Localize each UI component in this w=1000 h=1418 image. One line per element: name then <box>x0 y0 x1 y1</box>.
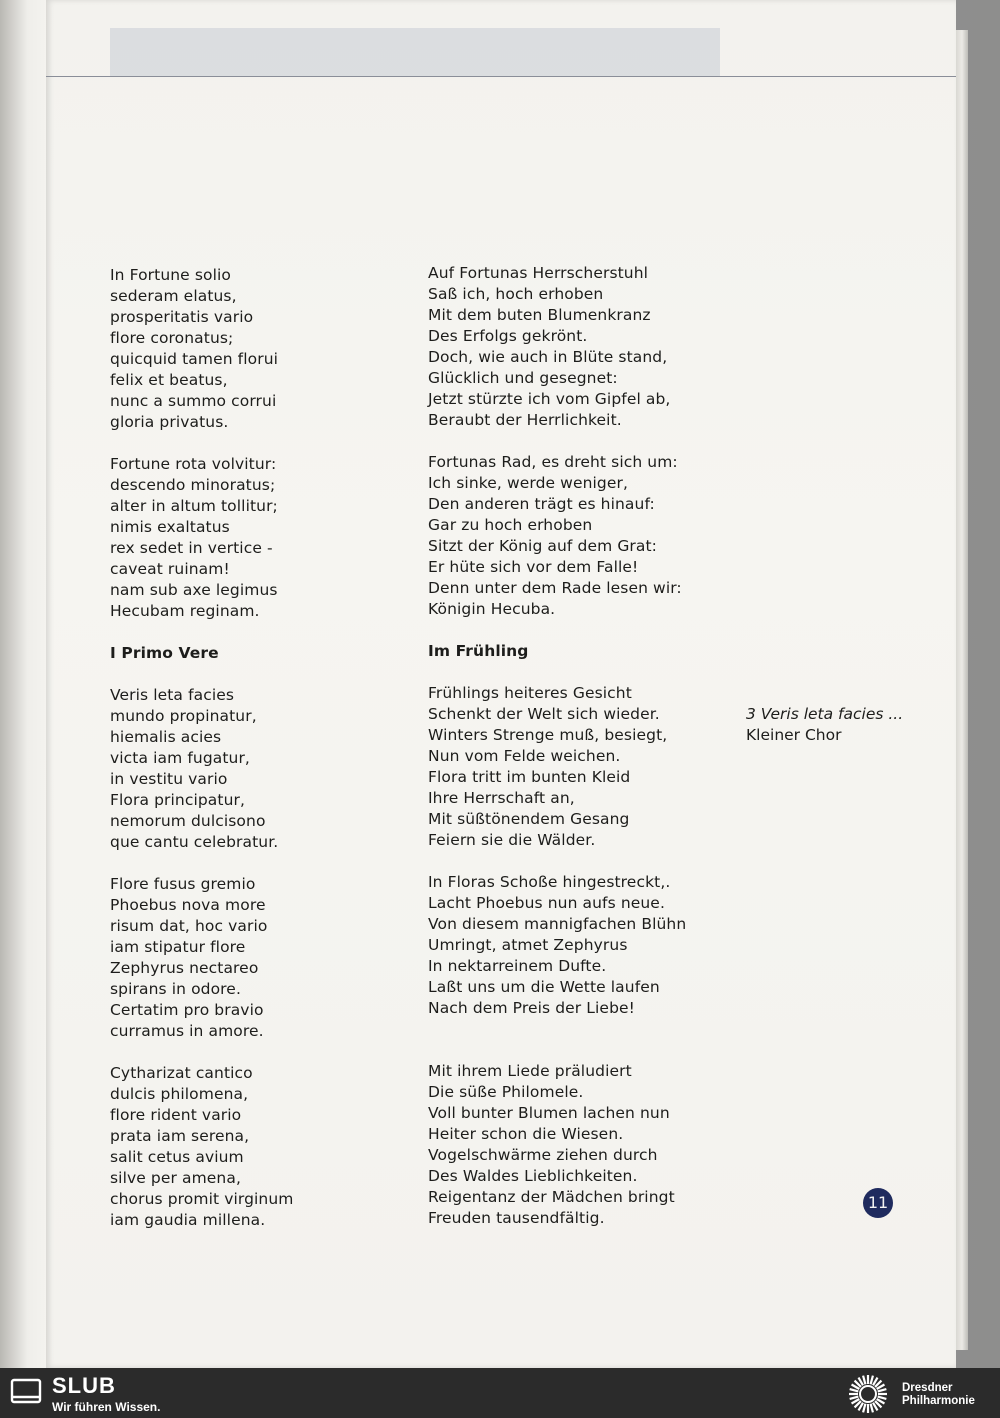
previous-page-edge <box>0 0 46 1368</box>
side-note-title: 3 Veris leta facies ... <box>746 705 904 723</box>
dresdner-philharmonie-label <box>902 1382 975 1408</box>
side-note <box>746 704 946 746</box>
section-heading: Im Frühling <box>428 642 529 660</box>
header-rule <box>46 76 956 77</box>
side-note-performer: Kleiner Chor <box>746 726 842 744</box>
stanza: Frühlings heiteres Gesicht Schenkt der Welt sich wieder. Winters Strenge muß, besiegt, Nun vom Felde weichen. Flora tritt im bunten Kleid Ihre Herrschaft an, Mit süßtönendem Gesang Feiern sie die Wälder. <box>428 684 668 849</box>
stanza: Mit ihrem Liede präludiert Die süße Philomele. Voll bunter Blumen lachen nun Heiter schon die Wiesen. Vogelschwärme ziehen durch Des Waldes Lieblichkeiten. Reigentanz der Mädchen bringt Freuden tausendfältig. <box>428 1062 675 1227</box>
stanza: Fortune rota volvitur: descendo minoratus; alter in altum tollitur; nimis exaltatus rex sedet in vertice - caveat ruinam! nam sub axe legimus Hecubam reginam. <box>110 455 278 620</box>
stanza: Fortunas Rad, es dreht sich um: Ich sinke, werde weniger, Den anderen trägt es hinauf: Gar zu hoch erhoben Sitzt der König auf dem Grat: Er hüte sich vor dem Falle! Denn unter dem Rade lesen wir: Königin Hecuba. <box>428 453 682 618</box>
page-number: 11 <box>863 1188 893 1218</box>
stanza: In Fortune solio sederam elatus, prosperitatis vario flore coronatus; quicquid tamen florui felix et beatus, nunc a summo corrui gloria privatus. <box>110 266 279 431</box>
dresdner-philharmonie-logo-icon[interactable] <box>842 1372 894 1416</box>
slub-logo-icon[interactable] <box>10 1377 42 1405</box>
slub-name[interactable]: SLUB <box>52 1373 116 1398</box>
partner-line-2: Philharmonie <box>902 1395 975 1407</box>
header-band <box>110 28 720 76</box>
stanza: Cytharizat cantico dulcis philomena, flore rident vario prata iam serena, salit cetus avium silve per amena, chorus promit virginum iam gaudia millena. <box>110 1064 294 1229</box>
stanza: In Floras Schoße hingestreckt,. Lacht Phoebus nun aufs neue. Von diesem mannigfachen Blühn Umringt, atmet Zephyrus In nektarreinem Dufte. Laßt uns um die Wette laufen Nach dem Preis der Liebe! <box>428 873 687 1017</box>
stanza: Auf Fortunas Herrscherstuhl Saß ich, hoch erhoben Mit dem buten Blumenkranz Des Erfolgs gekrönt. Doch, wie auch in Blüte stand, Glücklich und gesegnet: Jetzt stürzte ich vom Gipfel ab, Beraubt der Herrlichkeit. <box>428 264 671 429</box>
page-stack-edge <box>956 30 968 1350</box>
stanza: Veris leta facies mundo propinatur, hiemalis acies victa iam fugatur, in vestitu vario Flora principatur, nemorum dulcisono que cantu celebratur. <box>110 686 279 851</box>
stanza: Flore fusus gremio Phoebus nova more risum dat, hoc vario iam stipatur flore Zephyrus nectareo spirans in odore. Certatim pro bravio curramus in amore. <box>110 875 268 1040</box>
section-heading: I Primo Vere <box>110 644 219 662</box>
partner-line-1: Dresdner <box>902 1382 953 1394</box>
slub-tagline: Wir führen Wissen. <box>52 1400 161 1414</box>
german-text-column <box>428 263 728 1229</box>
latin-text-column <box>110 265 410 1231</box>
